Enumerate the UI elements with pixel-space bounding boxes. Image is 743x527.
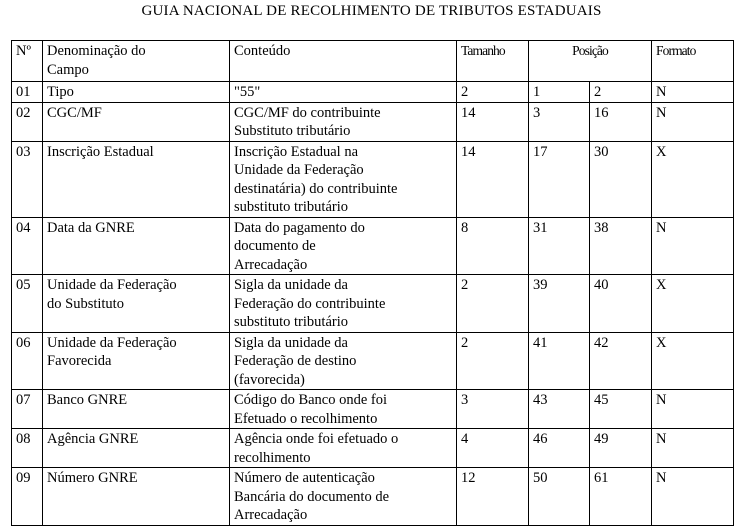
cell-conteudo-line: Agência onde foi efetuado o bbox=[234, 431, 399, 447]
cell-conteudo-line: destinatária) do contribuinte bbox=[234, 180, 398, 197]
cell-conteudo-line: "55" bbox=[234, 84, 261, 100]
header-num: Nº bbox=[12, 41, 43, 82]
cell-conteudo-line: Arrecadação bbox=[234, 507, 308, 523]
cell-num: 07 bbox=[12, 390, 43, 429]
cell-denominacao-line: Número GNRE bbox=[47, 470, 138, 486]
cell-formato: N bbox=[652, 390, 734, 429]
header-tamanho: Tamanho bbox=[457, 41, 529, 82]
cell-conteudo-line: Arrecadação bbox=[234, 256, 308, 273]
cell-conteudo bbox=[230, 468, 457, 526]
cell-posicao-fim: 16 bbox=[590, 102, 652, 141]
cell-conteudo-line: Código do Banco onde foi bbox=[234, 392, 388, 408]
header-posicao: Posição bbox=[529, 41, 652, 82]
cell-denominacao bbox=[43, 102, 230, 141]
header-denominacao-line: Campo bbox=[47, 61, 89, 78]
cell-denominacao-line: CGC/MF bbox=[47, 104, 102, 121]
cell-formato: X bbox=[652, 141, 734, 217]
cell-conteudo bbox=[230, 332, 457, 390]
cell-conteudo bbox=[230, 217, 457, 275]
cell-conteudo-line: Bancária do documento de bbox=[234, 488, 390, 505]
cell-posicao-inicio: 41 bbox=[529, 332, 590, 390]
document-title: GUIA NACIONAL DE RECOLHIMENTO DE TRIBUTOS ESTADUAIS bbox=[141, 3, 602, 19]
cell-tamanho: 14 bbox=[457, 102, 529, 141]
cell-conteudo bbox=[230, 141, 457, 217]
table-row bbox=[12, 429, 734, 468]
cell-conteudo bbox=[230, 82, 457, 103]
table-row bbox=[12, 332, 734, 390]
cell-conteudo bbox=[230, 390, 457, 429]
cell-conteudo bbox=[230, 429, 457, 468]
cell-denominacao bbox=[43, 429, 230, 468]
header-formato: Formato bbox=[652, 41, 734, 82]
cell-tamanho: 4 bbox=[457, 429, 529, 468]
table-row bbox=[12, 390, 734, 429]
cell-num: 04 bbox=[12, 217, 43, 275]
cell-num: 08 bbox=[12, 429, 43, 468]
cell-conteudo-line: substituto tributário bbox=[234, 314, 348, 330]
cell-conteudo-line: Federação de destino bbox=[234, 353, 357, 369]
cell-conteudo-line: Data do pagamento do bbox=[234, 219, 365, 236]
cell-conteudo bbox=[230, 275, 457, 333]
cell-posicao-fim: 61 bbox=[590, 468, 652, 526]
cell-conteudo-line: recolhimento bbox=[234, 449, 311, 466]
header-denominacao-line: Denominação do bbox=[47, 43, 146, 59]
cell-posicao-fim: 49 bbox=[590, 429, 652, 468]
cell-posicao-inicio: 1 bbox=[529, 82, 590, 103]
cell-posicao-fim: 42 bbox=[590, 332, 652, 390]
cell-conteudo-line: Federação do contribuinte bbox=[234, 295, 386, 312]
cell-denominacao-line: Favorecida bbox=[47, 353, 112, 369]
cell-formato: N bbox=[652, 102, 734, 141]
cell-tamanho: 2 bbox=[457, 275, 529, 333]
cell-denominacao bbox=[43, 82, 230, 103]
cell-denominacao-line: Inscrição Estadual bbox=[47, 143, 154, 160]
cell-denominacao-line: Agência GNRE bbox=[47, 431, 139, 447]
cell-posicao-inicio: 31 bbox=[529, 217, 590, 275]
cell-posicao-inicio: 46 bbox=[529, 429, 590, 468]
cell-posicao-fim: 30 bbox=[590, 141, 652, 217]
cell-num: 03 bbox=[12, 141, 43, 217]
table-row bbox=[12, 141, 734, 217]
cell-posicao-inicio: 39 bbox=[529, 275, 590, 333]
cell-num: 02 bbox=[12, 102, 43, 141]
cell-formato: N bbox=[652, 429, 734, 468]
cell-denominacao bbox=[43, 332, 230, 390]
header-denominacao bbox=[43, 41, 230, 82]
cell-conteudo-line: Unidade da Federação bbox=[234, 162, 364, 178]
gnre-fields-table bbox=[11, 40, 734, 526]
cell-conteudo-line: Substituto tributário bbox=[234, 123, 351, 139]
cell-formato: N bbox=[652, 217, 734, 275]
cell-conteudo-line: Número de autenticação bbox=[234, 470, 375, 486]
cell-posicao-fim: 40 bbox=[590, 275, 652, 333]
table-header-row bbox=[12, 41, 734, 82]
cell-denominacao bbox=[43, 468, 230, 526]
cell-conteudo-line: Efetuado o recolhimento bbox=[234, 410, 378, 427]
cell-tamanho: 12 bbox=[457, 468, 529, 526]
cell-tamanho: 3 bbox=[457, 390, 529, 429]
cell-conteudo-line: Inscrição Estadual na bbox=[234, 143, 359, 160]
cell-formato: X bbox=[652, 275, 734, 333]
cell-denominacao bbox=[43, 275, 230, 333]
cell-posicao-inicio: 17 bbox=[529, 141, 590, 217]
cell-conteudo-line: documento de bbox=[234, 238, 316, 254]
table-row bbox=[12, 82, 734, 103]
cell-posicao-inicio: 43 bbox=[529, 390, 590, 429]
cell-denominacao bbox=[43, 390, 230, 429]
cell-denominacao-line: Data da GNRE bbox=[47, 219, 135, 236]
cell-formato: N bbox=[652, 468, 734, 526]
table-row bbox=[12, 468, 734, 526]
header-conteudo: Conteúdo bbox=[230, 41, 457, 82]
cell-formato: N bbox=[652, 82, 734, 103]
cell-tamanho: 2 bbox=[457, 332, 529, 390]
cell-tamanho: 8 bbox=[457, 217, 529, 275]
cell-num: 06 bbox=[12, 332, 43, 390]
cell-tamanho: 2 bbox=[457, 82, 529, 103]
cell-denominacao-line: do Substituto bbox=[47, 295, 124, 312]
cell-posicao-fim: 2 bbox=[590, 82, 652, 103]
cell-denominacao-line: Banco GNRE bbox=[47, 392, 128, 408]
cell-denominacao bbox=[43, 217, 230, 275]
cell-denominacao-line: Unidade da Federação bbox=[47, 277, 177, 293]
cell-posicao-fim: 38 bbox=[590, 217, 652, 275]
cell-formato: X bbox=[652, 332, 734, 390]
cell-denominacao-line: Unidade da Federação bbox=[47, 334, 177, 351]
cell-tamanho: 14 bbox=[457, 141, 529, 217]
cell-posicao-fim: 45 bbox=[590, 390, 652, 429]
cell-conteudo-line: Sigla da unidade da bbox=[234, 334, 348, 351]
cell-num: 05 bbox=[12, 275, 43, 333]
cell-conteudo-line: CGC/MF do contribuinte bbox=[234, 104, 381, 121]
cell-posicao-inicio: 50 bbox=[529, 468, 590, 526]
cell-denominacao-line: Tipo bbox=[47, 84, 74, 100]
table-row bbox=[12, 275, 734, 333]
table-row bbox=[12, 102, 734, 141]
cell-conteudo-line: Sigla da unidade da bbox=[234, 277, 348, 293]
cell-num: 09 bbox=[12, 468, 43, 526]
cell-conteudo bbox=[230, 102, 457, 141]
cell-num: 01 bbox=[12, 82, 43, 103]
table-row bbox=[12, 217, 734, 275]
cell-conteudo-line: substituto tributário bbox=[234, 199, 348, 215]
cell-conteudo-line: (favorecida) bbox=[234, 371, 305, 388]
cell-denominacao bbox=[43, 141, 230, 217]
cell-posicao-inicio: 3 bbox=[529, 102, 590, 141]
